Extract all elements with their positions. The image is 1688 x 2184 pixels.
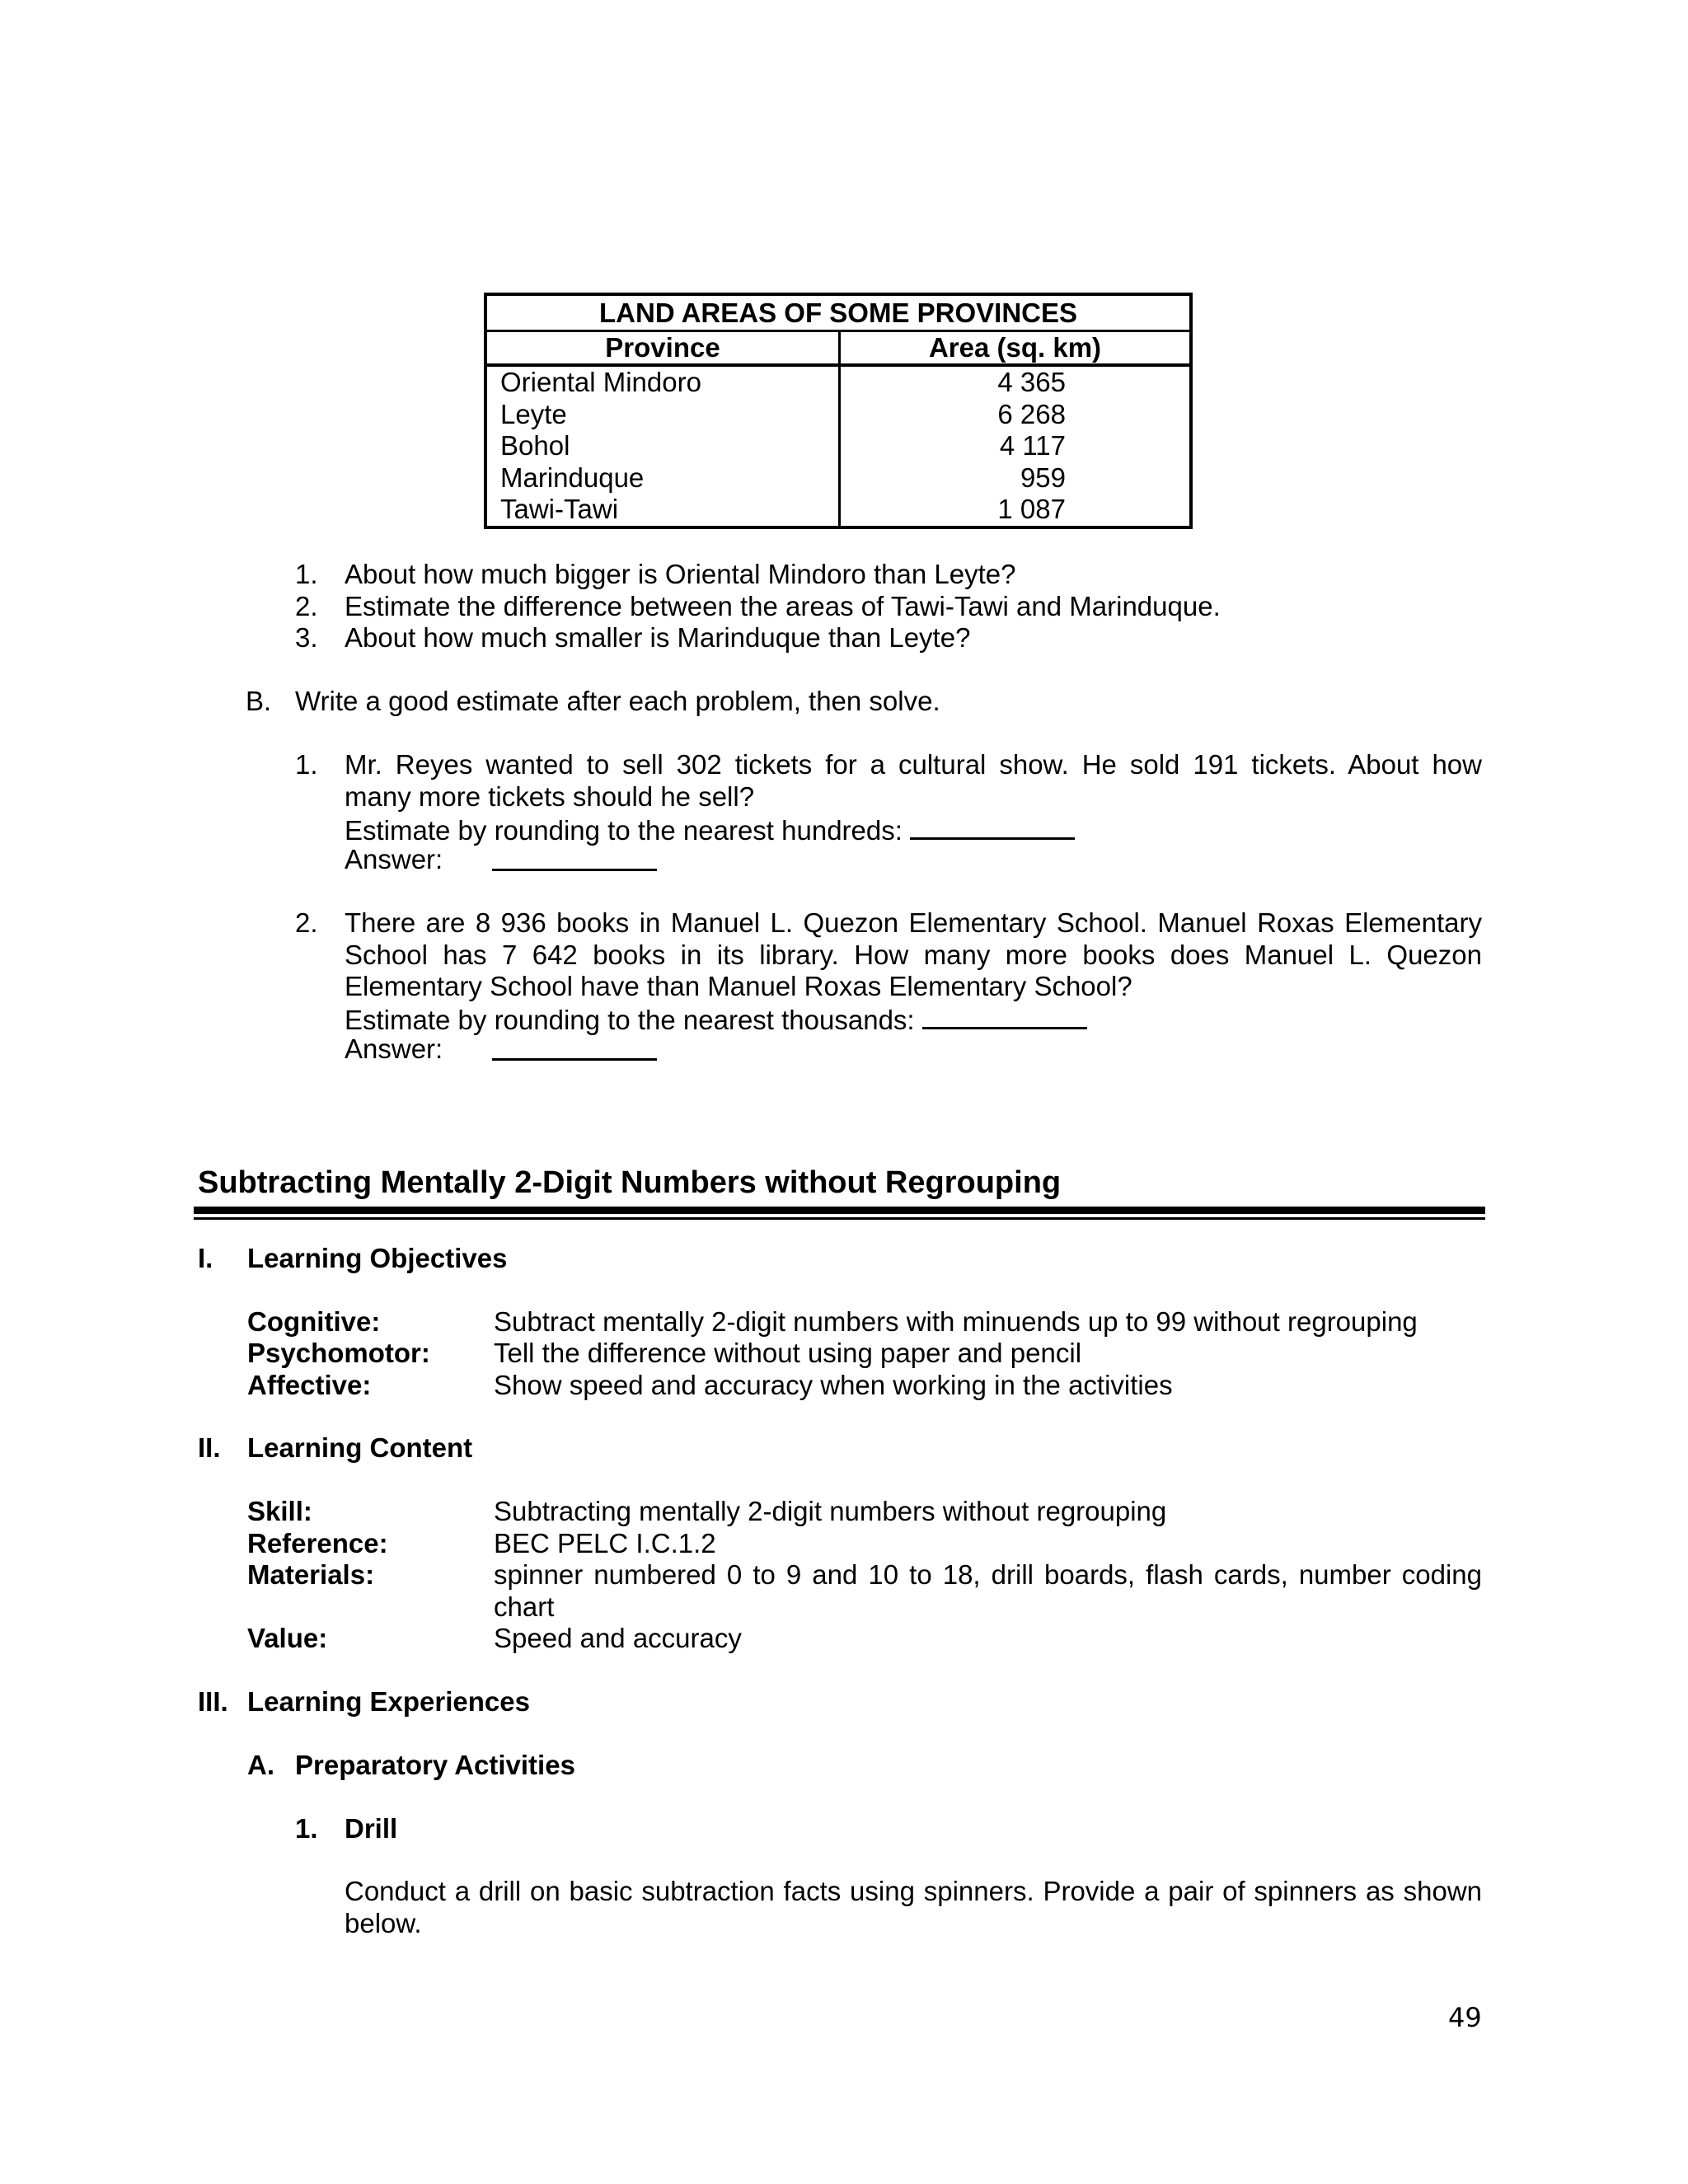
estimate-label: Estimate by rounding to the nearest hundreds: — [345, 815, 903, 846]
area-cell: 1 087 — [997, 494, 1066, 524]
reference-value: BEC PELC I.C.1.2 — [494, 1528, 716, 1558]
content-heading: Learning Content — [247, 1432, 473, 1463]
province-cell: Marinduque — [500, 462, 645, 493]
part-b-label: B. — [246, 686, 272, 716]
problem-line: Mr. Reyes wanted to sell 302 tickets for a cultural show. He sold 191 tickets. About how — [345, 749, 1482, 780]
question-text: About how much bigger is Oriental Mindoro than Leyte? — [345, 559, 1016, 589]
sub-a-label: A. — [247, 1750, 274, 1780]
drill-line: Conduct a drill on basic subtraction facts using spinners. Provide a pair of spinners as shown — [345, 1876, 1482, 1906]
drill-line: below. — [345, 1907, 422, 1938]
area-cell: 959 — [1020, 462, 1066, 493]
drill-number: 1. — [295, 1813, 318, 1844]
area-cell: 4 365 — [997, 367, 1066, 397]
psychomotor-label: Psychomotor: — [247, 1338, 430, 1368]
table-title: LAND AREAS OF SOME PROVINCES — [485, 294, 1191, 330]
psychomotor-value: Tell the difference without using paper and pencil — [494, 1338, 1082, 1368]
title-rule-thin — [194, 1217, 1485, 1220]
estimate-line — [345, 1002, 1087, 1037]
estimate-blank[interactable] — [922, 1002, 1087, 1029]
materials-label: Materials: — [247, 1559, 375, 1590]
area-cell: 6 268 — [997, 398, 1066, 429]
value-value: Speed and accuracy — [494, 1623, 742, 1653]
table-header-area: Area (sq. km) — [840, 330, 1192, 365]
answer-label: Answer: — [345, 844, 443, 874]
question-number: 1. — [295, 559, 318, 589]
affective-value: Show speed and accuracy when working in the activities — [494, 1370, 1173, 1400]
experiences-heading: Learning Experiences — [247, 1686, 530, 1717]
question-number: 2. — [295, 591, 318, 621]
materials-line: spinner numbered 0 to 9 and 10 to 18, drill boards, flash cards, number coding — [494, 1559, 1482, 1590]
objectives-heading: Learning Objectives — [247, 1243, 508, 1273]
answer-blank[interactable] — [492, 844, 657, 871]
skill-value: Subtracting mentally 2-digit numbers without regrouping — [494, 1496, 1167, 1526]
area-cell: 4 117 — [999, 430, 1066, 461]
question-text: About how much smaller is Marinduque than Leyte? — [345, 622, 971, 653]
cognitive-label: Cognitive: — [247, 1306, 381, 1337]
cognitive-value: Subtract mentally 2-digit numbers with minuends up to 99 without regrouping — [494, 1306, 1418, 1337]
estimate-label: Estimate by rounding to the nearest thousands: — [345, 1005, 915, 1035]
problem-line: Elementary School have than Manuel Roxas Elementary School? — [345, 971, 1132, 1001]
table-header-province: Province — [485, 330, 840, 365]
materials-line: chart — [494, 1591, 555, 1622]
land-areas-table — [484, 293, 1193, 529]
objectives-number: I. — [198, 1243, 213, 1273]
problem-2-text — [345, 907, 1482, 1003]
drill-heading: Drill — [345, 1813, 398, 1844]
content-number: II. — [198, 1432, 221, 1463]
problem-line: There are 8 936 books in Manuel L. Quezon Elementary School. Manuel Roxas Elementary — [345, 907, 1482, 938]
province-cell: Tawi-Tawi — [500, 494, 619, 524]
province-cell: Bohol — [500, 430, 570, 461]
section-title: Subtracting Mentally 2-Digit Numbers without Regrouping — [198, 1165, 1062, 1200]
estimate-blank[interactable] — [910, 813, 1075, 840]
table-row — [485, 365, 1191, 527]
answer-blank[interactable] — [492, 1033, 657, 1061]
estimate-line — [345, 813, 1075, 847]
problem-number: 2. — [295, 907, 318, 938]
problem-line: many more tickets should he sell? — [345, 780, 755, 812]
reference-label: Reference: — [247, 1528, 388, 1558]
province-cell: Oriental Mindoro — [500, 367, 701, 397]
affective-label: Affective: — [247, 1370, 372, 1400]
skill-label: Skill: — [247, 1496, 312, 1526]
part-b-instruction: Write a good estimate after each problem, then solve. — [295, 686, 940, 716]
materials-value — [494, 1559, 1482, 1623]
page-number: 49 — [1448, 2002, 1482, 2033]
answer-label: Answer: — [345, 1033, 443, 1064]
problem-number: 1. — [295, 749, 318, 780]
value-label: Value: — [247, 1623, 328, 1653]
drill-text — [345, 1876, 1482, 1939]
experiences-number: III. — [198, 1686, 228, 1717]
problem-1-text — [345, 749, 1482, 813]
title-rule — [194, 1207, 1485, 1214]
province-cell: Leyte — [500, 398, 567, 429]
sub-a-heading: Preparatory Activities — [295, 1750, 575, 1780]
question-number: 3. — [295, 622, 318, 653]
problem-line: School has 7 642 books in its library. How many more books does Manuel L. Quezon — [345, 939, 1482, 970]
question-text: Estimate the difference between the areas of Tawi-Tawi and Marinduque. — [345, 591, 1221, 621]
